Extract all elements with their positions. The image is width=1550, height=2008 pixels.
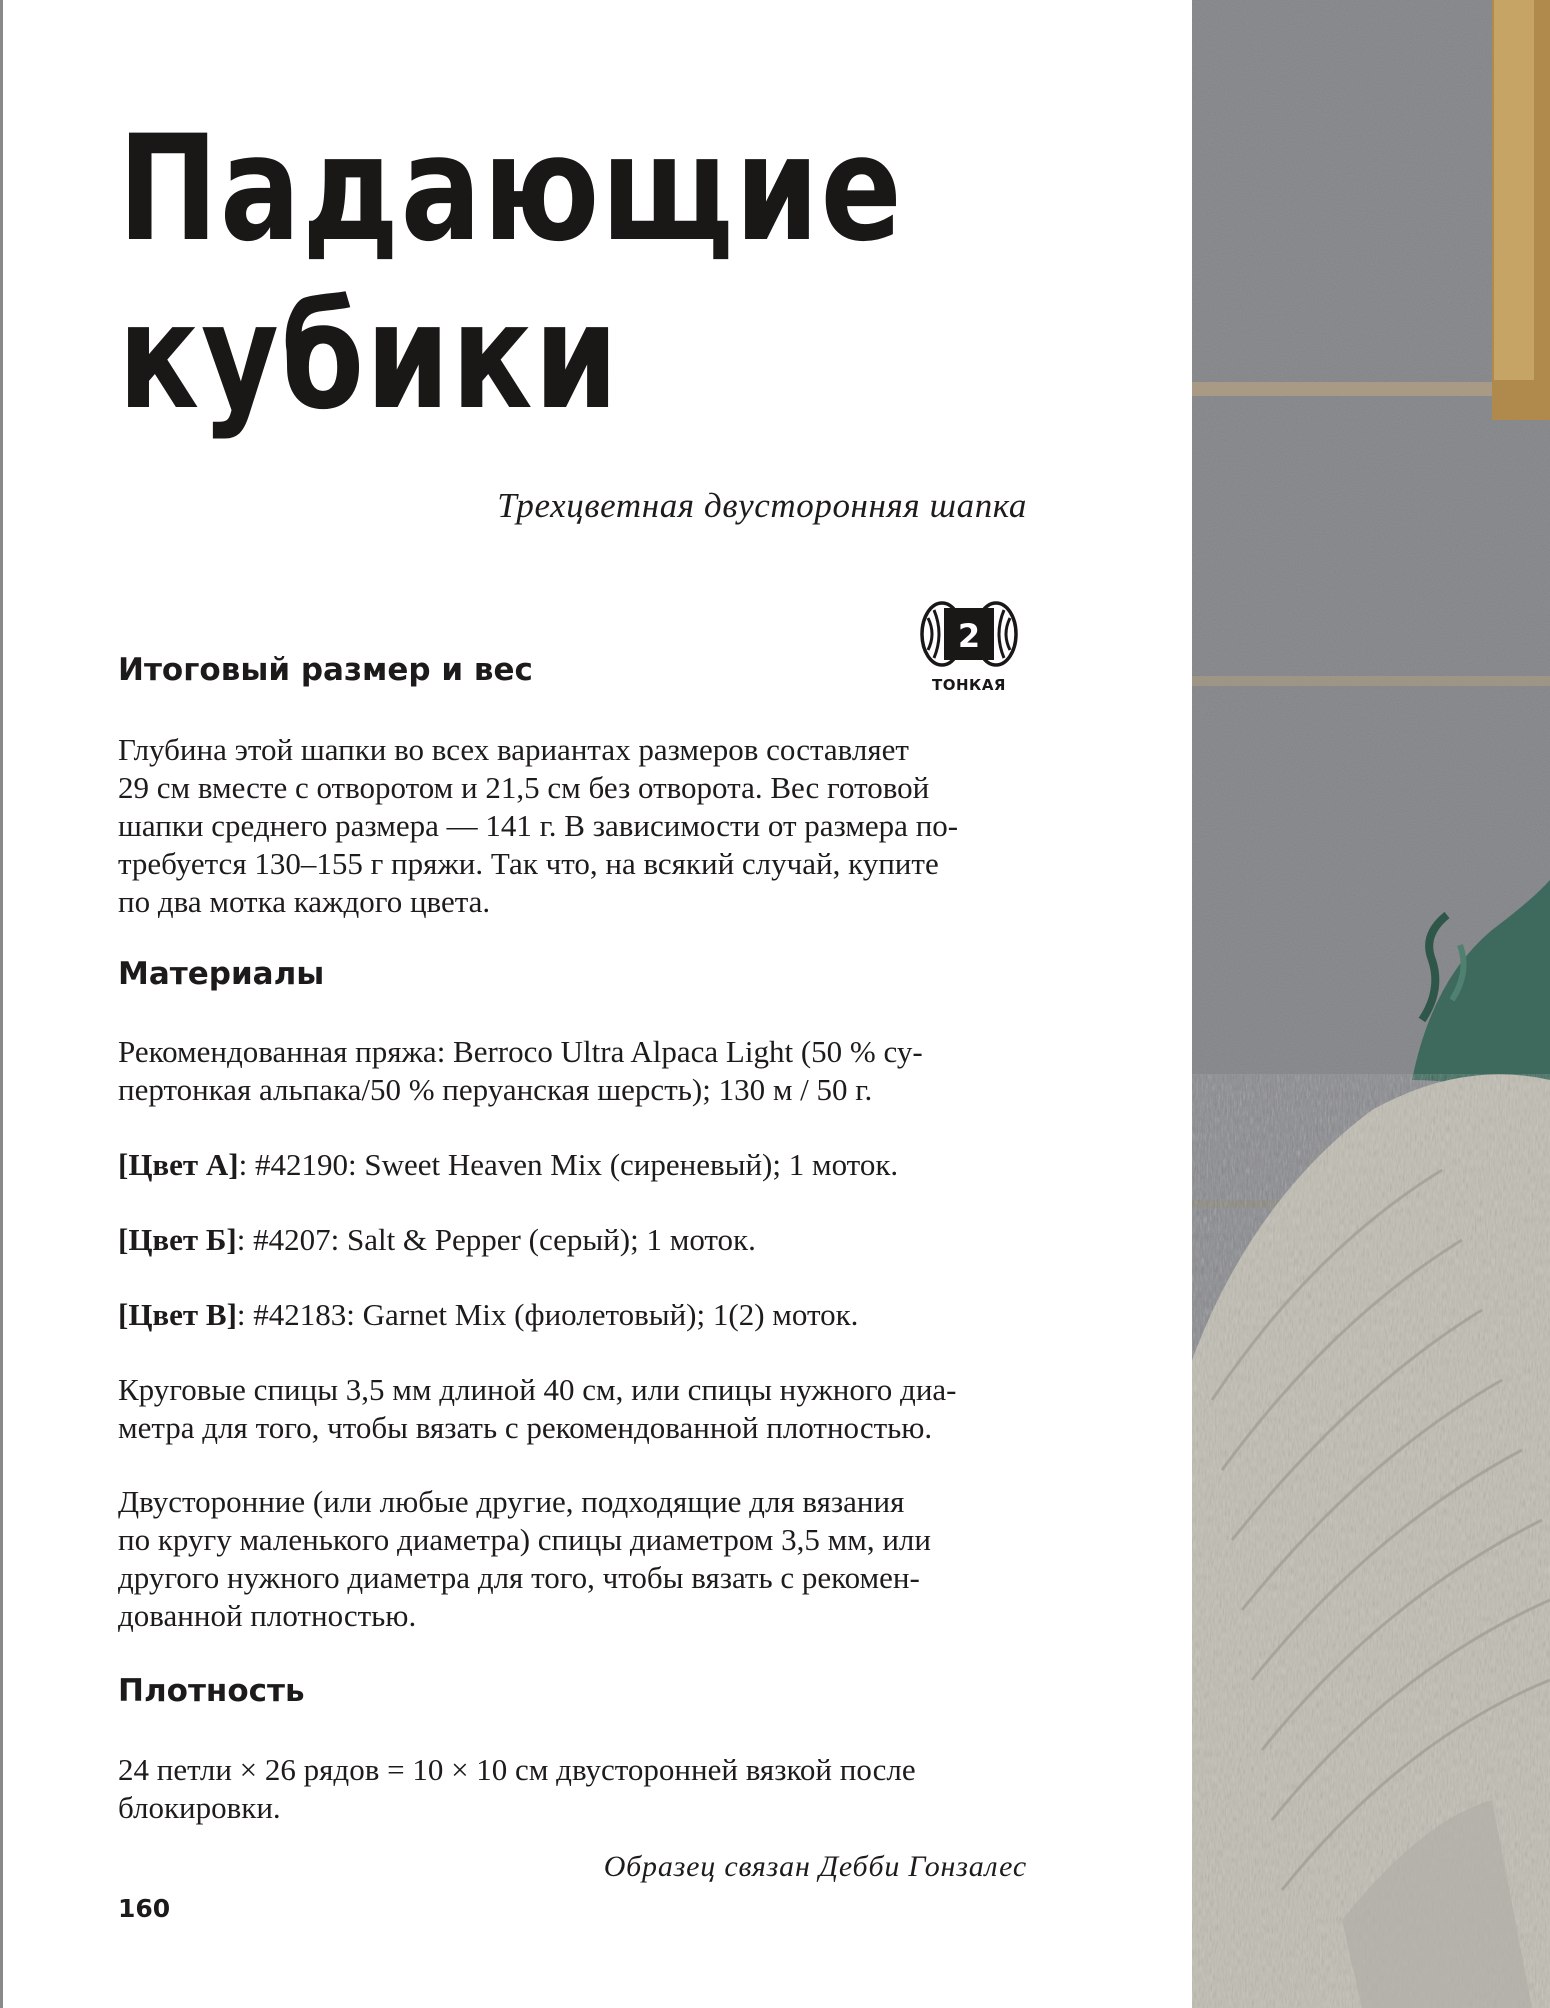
badge-label: ТОНКАЯ [932,676,1006,694]
subtitle: Трехцветная двусторонняя шапка [497,486,1027,525]
text-line: Рекомендованная пряжа: Berroco Ultra Alpaca Light (50 % су- [118,1034,923,1069]
heading-materials: Материалы [118,956,325,992]
text-line: требуется 130–155 г пряжи. Так что, на всякий случай, купите [118,846,939,881]
title-line-1: Падающие [118,104,904,274]
color-c-label: [Цвет В] [118,1297,237,1332]
color-b-text: : #4207: Salt & Pepper (серый); 1 моток. [236,1222,756,1257]
designer-credit: Образец связан Дебби Гонзалес [603,1850,1027,1883]
model-photo [1192,0,1550,2008]
color-a-label: [Цвет А] [118,1147,239,1182]
yarn-ball-icon [914,596,1024,676]
page-number: 160 [118,1894,171,1923]
size-paragraph [118,731,1018,921]
color-b-label: [Цвет Б] [118,1222,237,1257]
yarn-weight-badge [914,596,1024,696]
color-a-text: : #42190: Sweet Heaven Mix (сиреневый); 1 моток. [238,1147,899,1182]
text-line: Двусторонние (или любые другие, подходящие для вязания [118,1484,905,1519]
text-line: дованной плотностью. [118,1598,417,1633]
color-a-line [118,1146,1018,1184]
mortar-line [1192,676,1550,686]
title-line-2: кубики [118,272,620,442]
heading-gauge: Плотность [118,1673,305,1709]
color-c-text: : #42183: Garnet Mix (фиолетовый); 1(2) моток. [236,1297,859,1332]
mortar-seam-light [1494,0,1534,380]
text-line: другого нужного диаметра для того, чтобы вязать с рекомен- [118,1560,920,1595]
page-title [118,104,904,442]
text-line: шапки среднего размера — 141 г. В зависимости от размера по- [118,808,959,843]
text-line: 24 петли × 26 рядов = 10 × 10 см двусторонней вязкой после [118,1752,916,1787]
text-line: по два мотка каждого цвета. [118,884,491,919]
color-c-line [118,1296,1018,1334]
text-line: Глубина этой шапки во всех вариантах размеров составляет [118,732,909,767]
text-line: блокировки. [118,1790,281,1825]
text-line: 29 см вместе с отворотом и 21,5 см без отворота. Вес готовой [118,770,930,805]
needles-paragraph [118,1371,1018,1447]
heading-size: Итоговый размер и вес [118,652,533,688]
yarn-paragraph [118,1033,1018,1109]
photo-illustration [1192,0,1550,2008]
text-line: пертонкая альпака/50 % перуанская шерсть); 130 м / 50 г. [118,1072,873,1107]
dpn-paragraph [118,1483,1018,1635]
badge-number: 2 [957,617,981,655]
page-edge [0,0,3,2008]
text-line: Круговые спицы 3,5 мм длиной 40 см, или спицы нужного диа- [118,1372,957,1407]
gauge-paragraph [118,1751,1018,1827]
color-b-line [118,1221,1018,1259]
text-line: по кругу маленького диаметра) спицы диаметром 3,5 мм, или [118,1522,931,1557]
text-line: метра для того, чтобы вязать с рекомендованной плотностью. [118,1410,933,1445]
